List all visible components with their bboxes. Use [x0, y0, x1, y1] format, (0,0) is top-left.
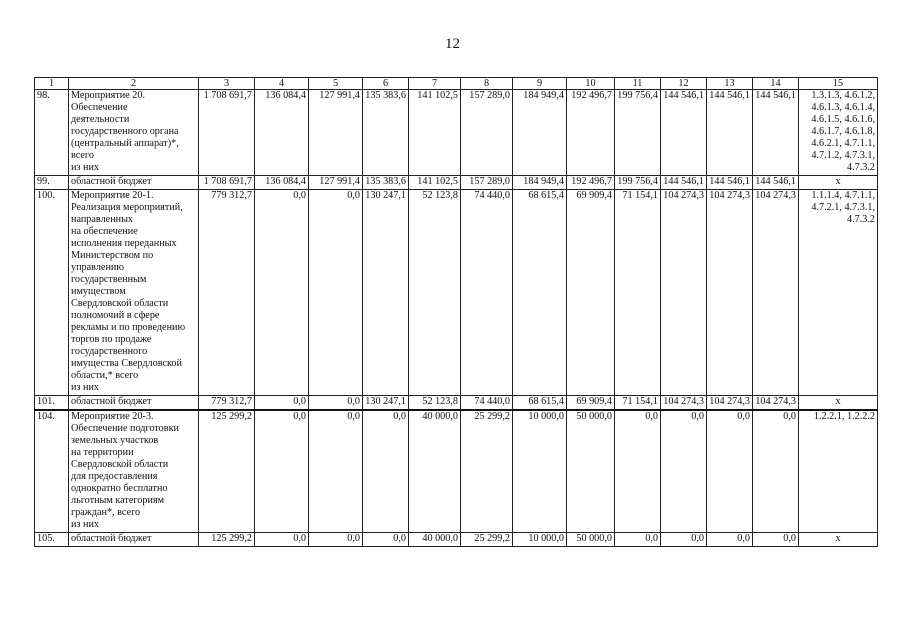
- value-cell: 135 383,6: [363, 176, 409, 190]
- value-cell: 50 000,0: [567, 533, 615, 547]
- value-cell: 69 909,4: [567, 190, 615, 396]
- value-cell: 0,0: [255, 410, 309, 533]
- target-indicator-line: 1.3.1.3, 4.6.1.2,: [811, 90, 875, 101]
- value-cell: 25 299,2: [461, 533, 513, 547]
- value-cell: 144 546,1: [661, 176, 707, 190]
- value-cell: 1 708 691,7: [199, 176, 255, 190]
- value-cell: 144 546,1: [707, 176, 753, 190]
- activity-name: [69, 410, 199, 533]
- activity-name-line: граждан*, всего: [71, 507, 141, 518]
- table-row: [35, 410, 878, 533]
- table-row: [35, 90, 878, 176]
- activity-name-line: Мероприятие 20-1.: [71, 190, 154, 201]
- value-cell: 0,0: [309, 190, 363, 396]
- activity-name: [69, 533, 199, 547]
- activity-name-line: государственного органа: [71, 126, 179, 137]
- activity-name-line: государственным: [71, 274, 147, 285]
- value-cell: 0,0: [309, 396, 363, 411]
- value-cell: 130 247,1: [363, 396, 409, 411]
- target-indicators: [799, 410, 878, 533]
- value-cell: 0,0: [255, 396, 309, 411]
- value-cell: 104 274,3: [753, 190, 799, 396]
- target-indicators: [799, 396, 878, 411]
- value-cell: 192 496,7: [567, 176, 615, 190]
- target-indicators: [799, 190, 878, 396]
- value-cell: 157 289,0: [461, 90, 513, 176]
- value-cell: 0,0: [707, 533, 753, 547]
- target-indicator-line: 4.6.1.7, 4.6.1.8,: [811, 126, 875, 137]
- value-cell: 144 546,1: [753, 176, 799, 190]
- column-header-12: 12: [661, 78, 707, 90]
- value-cell: 144 546,1: [661, 90, 707, 176]
- value-cell: 50 000,0: [567, 410, 615, 533]
- value-cell: 0,0: [661, 410, 707, 533]
- activity-name-line: областной бюджет: [71, 533, 152, 544]
- value-cell: 130 247,1: [363, 190, 409, 396]
- value-cell: 0,0: [753, 410, 799, 533]
- value-cell: 104 274,3: [661, 396, 707, 411]
- value-cell: 52 123,8: [409, 396, 461, 411]
- activity-name-line: имуществом: [71, 286, 126, 297]
- value-cell: 144 546,1: [707, 90, 753, 176]
- target-indicators: [799, 90, 878, 176]
- header-row: [35, 78, 878, 90]
- table-row: [35, 533, 878, 547]
- activity-name-line: исполнения переданных: [71, 238, 177, 249]
- activity-name-line: области,* всего: [71, 370, 139, 381]
- value-cell: 69 909,4: [567, 396, 615, 411]
- target-indicators: [799, 176, 878, 190]
- row-number: 99.: [35, 176, 69, 190]
- value-cell: 104 274,3: [753, 396, 799, 411]
- value-cell: 192 496,7: [567, 90, 615, 176]
- value-cell: 71 154,1: [615, 396, 661, 411]
- column-header-4: 4: [255, 78, 309, 90]
- value-cell: 184 949,4: [513, 176, 567, 190]
- column-header-10: 10: [567, 78, 615, 90]
- value-cell: 135 383,6: [363, 90, 409, 176]
- column-header-13: 13: [707, 78, 753, 90]
- target-indicator-line: 1.2.2.1, 1.2.2.2: [813, 411, 875, 422]
- value-cell: 104 274,3: [707, 190, 753, 396]
- column-header-15: 15: [799, 78, 878, 90]
- table-row: [35, 190, 878, 396]
- activity-name-line: льготным категориям: [71, 495, 165, 506]
- activity-name-line: земельных участков: [71, 435, 159, 446]
- activity-name-line: всего: [71, 150, 94, 161]
- column-header-14: 14: [753, 78, 799, 90]
- value-cell: 0,0: [615, 410, 661, 533]
- target-indicators: [799, 533, 878, 547]
- value-cell: 74 440,0: [461, 396, 513, 411]
- value-cell: 125 299,2: [199, 410, 255, 533]
- value-cell: 125 299,2: [199, 533, 255, 547]
- activity-name-line: государственного: [71, 346, 148, 357]
- target-indicator-line: 4.7.1.2, 4.7.3.1,: [811, 150, 875, 161]
- value-cell: 127 991,4: [309, 176, 363, 190]
- row-number: 101.: [35, 396, 69, 411]
- column-header-9: 9: [513, 78, 567, 90]
- value-cell: 141 102,5: [409, 90, 461, 176]
- value-cell: 779 312,7: [199, 190, 255, 396]
- value-cell: 127 991,4: [309, 90, 363, 176]
- budget-table: [34, 77, 878, 547]
- value-cell: 40 000,0: [409, 533, 461, 547]
- target-indicator-line: 4.7.3.2: [846, 162, 875, 173]
- target-indicator-line: 1.1.1.4, 4.7.1.1,: [811, 190, 875, 201]
- activity-name: [69, 90, 199, 176]
- activity-name-line: Обеспечение подготовки: [71, 423, 179, 434]
- activity-name-line: Свердловской области: [71, 459, 169, 470]
- value-cell: 0,0: [753, 533, 799, 547]
- value-cell: 40 000,0: [409, 410, 461, 533]
- activity-name-line: областной бюджет: [71, 396, 152, 407]
- target-indicator-line: х: [835, 533, 841, 544]
- value-cell: 779 312,7: [199, 396, 255, 411]
- value-cell: 0,0: [309, 533, 363, 547]
- column-header-2: 2: [69, 78, 199, 90]
- value-cell: 0,0: [363, 533, 409, 547]
- target-indicator-line: 4.6.2.1, 4.7.1.1,: [811, 138, 875, 149]
- value-cell: 104 274,3: [707, 396, 753, 411]
- value-cell: 136 084,4: [255, 176, 309, 190]
- value-cell: 104 274,3: [661, 190, 707, 396]
- value-cell: 25 299,2: [461, 410, 513, 533]
- value-cell: 68 615,4: [513, 396, 567, 411]
- column-header-1: 1: [35, 78, 69, 90]
- value-cell: 184 949,4: [513, 90, 567, 176]
- value-cell: 199 756,4: [615, 90, 661, 176]
- table-row: [35, 176, 878, 190]
- row-number: 98.: [35, 90, 69, 176]
- value-cell: 52 123,8: [409, 190, 461, 396]
- activity-name-line: Министерством по: [71, 250, 154, 261]
- target-indicator-line: х: [835, 176, 841, 187]
- value-cell: 71 154,1: [615, 190, 661, 396]
- activity-name-line: рекламы и по проведению: [71, 322, 186, 333]
- activity-name: [69, 176, 199, 190]
- value-cell: 141 102,5: [409, 176, 461, 190]
- activity-name-line: Реализация мероприятий,: [71, 202, 183, 213]
- value-cell: 0,0: [615, 533, 661, 547]
- target-indicator-line: 4.6.1.3, 4.6.1.4,: [811, 102, 875, 113]
- activity-name-line: Обеспечение: [71, 102, 128, 113]
- row-number: 104.: [35, 410, 69, 533]
- activity-name-line: однократно бесплатно: [71, 483, 168, 494]
- activity-name-line: (центральный аппарат)*,: [71, 138, 179, 149]
- value-cell: 199 756,4: [615, 176, 661, 190]
- value-cell: 0,0: [661, 533, 707, 547]
- value-cell: 74 440,0: [461, 190, 513, 396]
- activity-name-line: направленных: [71, 214, 134, 225]
- value-cell: 0,0: [255, 190, 309, 396]
- column-header-6: 6: [363, 78, 409, 90]
- value-cell: 157 289,0: [461, 176, 513, 190]
- activity-name-line: Мероприятие 20.: [71, 90, 146, 101]
- column-header-3: 3: [199, 78, 255, 90]
- activity-name: [69, 396, 199, 411]
- activity-name-line: на территории: [71, 447, 134, 458]
- activity-name-line: на обеспечение: [71, 226, 138, 237]
- value-cell: 144 546,1: [753, 90, 799, 176]
- column-header-5: 5: [309, 78, 363, 90]
- activity-name-line: из них: [71, 162, 100, 173]
- activity-name: [69, 190, 199, 396]
- value-cell: 0,0: [255, 533, 309, 547]
- activity-name-line: для предоставления: [71, 471, 158, 482]
- value-cell: 1 708 691,7: [199, 90, 255, 176]
- column-header-7: 7: [409, 78, 461, 90]
- value-cell: 0,0: [363, 410, 409, 533]
- value-cell: 10 000,0: [513, 410, 567, 533]
- activity-name-line: полномочий в сфере: [71, 310, 160, 321]
- target-indicator-line: 4.7.3.2: [846, 214, 875, 225]
- column-header-11: 11: [615, 78, 661, 90]
- activity-name-line: из них: [71, 519, 100, 530]
- target-indicator-line: х: [835, 396, 841, 407]
- value-cell: 136 084,4: [255, 90, 309, 176]
- activity-name-line: из них: [71, 382, 100, 393]
- activity-name-line: деятельности: [71, 114, 130, 125]
- activity-name-line: Свердловской области: [71, 298, 169, 309]
- value-cell: 0,0: [309, 410, 363, 533]
- activity-name-line: торгов по продаже: [71, 334, 152, 345]
- row-number: 105.: [35, 533, 69, 547]
- activity-name-line: Мероприятие 20-3.: [71, 411, 154, 422]
- page-number: 12: [445, 36, 460, 52]
- table-row: [35, 396, 878, 411]
- column-header-8: 8: [461, 78, 513, 90]
- target-indicator-line: 4.6.1.5, 4.6.1.6,: [811, 114, 875, 125]
- row-number: 100.: [35, 190, 69, 396]
- value-cell: 68 615,4: [513, 190, 567, 396]
- activity-name-line: управлению: [71, 262, 124, 273]
- value-cell: 0,0: [707, 410, 753, 533]
- value-cell: 10 000,0: [513, 533, 567, 547]
- activity-name-line: областной бюджет: [71, 176, 152, 187]
- activity-name-line: имущества Свердловской: [71, 358, 182, 369]
- target-indicator-line: 4.7.2.1, 4.7.3.1,: [811, 202, 875, 213]
